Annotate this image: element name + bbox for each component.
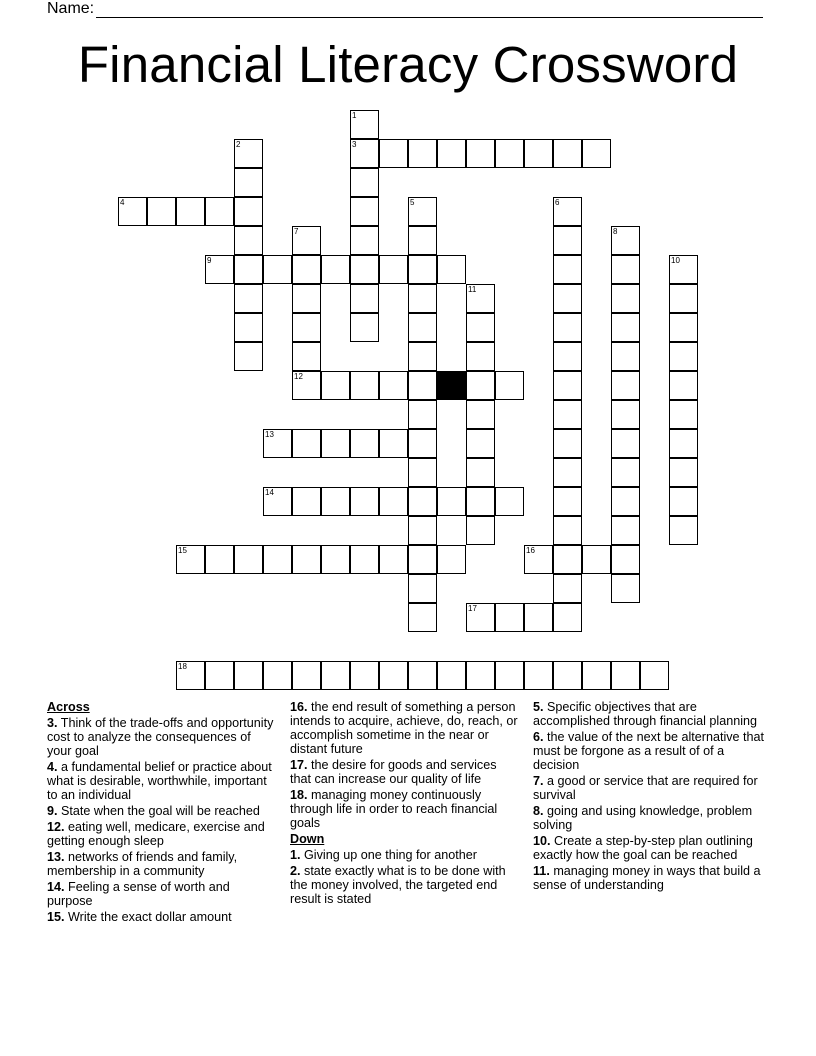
- crossword-cell[interactable]: [669, 371, 698, 400]
- clue-text: state exactly what is to be done with the money involved, the targeted end result is stated: [290, 864, 506, 906]
- crossword-cell[interactable]: [176, 197, 205, 226]
- clue-text: Think of the trade-offs and opportunity cost to analyze the consequences of your goal: [47, 716, 274, 758]
- clue-text: eating well, medicare, exercise and getting enough sleep: [47, 820, 265, 848]
- crossword-cell[interactable]: [350, 371, 379, 400]
- clue-across-3: [47, 716, 275, 758]
- cell-number: 18: [178, 662, 187, 671]
- clue-across-14: [47, 880, 275, 908]
- crossword-cell[interactable]: [611, 516, 640, 545]
- clue-across-17: [290, 758, 518, 786]
- cell-number: 15: [178, 546, 187, 555]
- clue-across-16: [290, 700, 518, 756]
- clue-text: managing money continuously through life in order to reach financial goals: [290, 788, 498, 830]
- cell-number: 12: [294, 372, 303, 381]
- crossword-cell[interactable]: [611, 574, 640, 603]
- clue-text: the value of the next be alternative that must be forgone as a result of of a decision: [533, 730, 765, 772]
- crossword-cell[interactable]: [321, 255, 350, 284]
- crossword-cell[interactable]: [408, 400, 437, 429]
- crossword-cell[interactable]: [466, 313, 495, 342]
- crossword-cell[interactable]: [553, 487, 582, 516]
- clue-down-11: [533, 864, 769, 892]
- crossword-cell[interactable]: [292, 284, 321, 313]
- crossword-cell[interactable]: [553, 574, 582, 603]
- crossword-cell[interactable]: [350, 168, 379, 197]
- clue-across-13: [47, 850, 275, 878]
- crossword-cell[interactable]: [408, 545, 437, 574]
- clue-down-10: [533, 834, 769, 862]
- crossword-cell[interactable]: [611, 284, 640, 313]
- crossword-cell[interactable]: [292, 342, 321, 371]
- crossword-cell[interactable]: [553, 545, 582, 574]
- crossword-cell[interactable]: [379, 371, 408, 400]
- clue-number: 17.: [290, 758, 308, 772]
- clue-text: Giving up one thing for another: [304, 848, 477, 862]
- crossword-cell[interactable]: [234, 313, 263, 342]
- crossword-cell[interactable]: [437, 139, 466, 168]
- crossword-cell[interactable]: [176, 545, 205, 574]
- cell-number: 13: [265, 430, 274, 439]
- clue-number: 10.: [533, 834, 551, 848]
- crossword-cell[interactable]: [466, 371, 495, 400]
- crossword-cell[interactable]: [234, 197, 263, 226]
- crossword-cell[interactable]: [205, 197, 234, 226]
- crossword-cell[interactable]: [350, 139, 379, 168]
- crossword-cell[interactable]: [553, 371, 582, 400]
- crossword-cell[interactable]: [437, 255, 466, 284]
- crossword-cell[interactable]: [669, 516, 698, 545]
- crossword-cell[interactable]: [553, 313, 582, 342]
- crossword-cell[interactable]: [437, 545, 466, 574]
- clue-number: 16.: [290, 700, 308, 714]
- crossword-cell[interactable]: [205, 661, 234, 690]
- clue-number: 4.: [47, 760, 58, 774]
- crossword-cell[interactable]: [234, 661, 263, 690]
- crossword-cell[interactable]: [466, 284, 495, 313]
- crossword-cell[interactable]: [669, 487, 698, 516]
- crossword-cell[interactable]: [611, 342, 640, 371]
- crossword-cell[interactable]: [350, 284, 379, 313]
- cell-number: 1: [352, 111, 357, 120]
- crossword-cell[interactable]: [234, 139, 263, 168]
- crossword-cell[interactable]: [611, 255, 640, 284]
- crossword-cell[interactable]: [495, 139, 524, 168]
- crossword-cell[interactable]: [582, 661, 611, 690]
- cell-number: 10: [671, 256, 680, 265]
- clue-number: 1.: [290, 848, 301, 862]
- crossword-cell[interactable]: [321, 487, 350, 516]
- crossword-cell[interactable]: [379, 139, 408, 168]
- crossword-cell[interactable]: [611, 313, 640, 342]
- clue-across-12: [47, 820, 275, 848]
- clue-down-8: [533, 804, 769, 832]
- clue-text: the end result of something a person intends to acquire, achieve, do, reach, or accomplish sometime in the near or distant future: [290, 700, 518, 756]
- crossword-cell[interactable]: [263, 661, 292, 690]
- crossword-cell[interactable]: [495, 487, 524, 516]
- crossword-cell[interactable]: [524, 545, 553, 574]
- cell-number: 14: [265, 488, 274, 497]
- crossword-cell[interactable]: [234, 545, 263, 574]
- clue-text: a fundamental belief or practice about what is desirable, worthwhile, important to an individual: [47, 760, 272, 802]
- crossword-cell[interactable]: [350, 545, 379, 574]
- clue-text: a good or service that are required for survival: [533, 774, 758, 802]
- crossword-cell[interactable]: [466, 487, 495, 516]
- clue-down-6: [533, 730, 769, 772]
- cell-number: 16: [526, 546, 535, 555]
- crossword-cell[interactable]: [205, 545, 234, 574]
- crossword-cell[interactable]: [553, 429, 582, 458]
- crossword-cell[interactable]: [234, 168, 263, 197]
- crossword-cell[interactable]: [611, 458, 640, 487]
- clue-number: 7.: [533, 774, 544, 788]
- crossword-cell[interactable]: [321, 371, 350, 400]
- crossword-cell[interactable]: [669, 342, 698, 371]
- crossword-cell[interactable]: [611, 545, 640, 574]
- crossword-cell[interactable]: [669, 400, 698, 429]
- crossword-cell[interactable]: [292, 545, 321, 574]
- crossword-cell[interactable]: [524, 661, 553, 690]
- crossword-cell[interactable]: [292, 255, 321, 284]
- clue-number: 11.: [533, 864, 550, 878]
- crossword-cell[interactable]: [379, 255, 408, 284]
- crossword-cell[interactable]: [553, 516, 582, 545]
- crossword-cell[interactable]: [408, 255, 437, 284]
- cell-number: 11: [468, 285, 477, 294]
- crossword-cell[interactable]: [611, 371, 640, 400]
- clue-text: Feeling a sense of worth and purpose: [47, 880, 230, 908]
- clue-number: 18.: [290, 788, 308, 802]
- cell-number: 3: [352, 140, 357, 149]
- crossword-cell[interactable]: [292, 661, 321, 690]
- crossword-cell[interactable]: [350, 487, 379, 516]
- crossword-cell[interactable]: [408, 603, 437, 632]
- clue-number: 15.: [47, 910, 65, 924]
- crossword-cell[interactable]: [466, 139, 495, 168]
- crossword-cell[interactable]: [408, 516, 437, 545]
- cell-number: 6: [555, 198, 560, 207]
- across-heading: Across: [47, 700, 90, 714]
- clue-text: Write the exact dollar amount: [68, 910, 232, 924]
- crossword-cell[interactable]: [553, 400, 582, 429]
- clue-number: 12.: [47, 820, 65, 834]
- crossword-cell[interactable]: [582, 139, 611, 168]
- clue-text: Create a step-by-step plan outlining exactly how the goal can be reached: [533, 834, 753, 862]
- crossword-cell[interactable]: [292, 487, 321, 516]
- crossword-cell[interactable]: [263, 545, 292, 574]
- crossword-cell[interactable]: [611, 400, 640, 429]
- crossword-cell[interactable]: [495, 661, 524, 690]
- clues-column-3: [533, 700, 769, 894]
- crossword-cell[interactable]: [292, 371, 321, 400]
- crossword-cell[interactable]: [669, 284, 698, 313]
- crossword-cell[interactable]: [553, 255, 582, 284]
- crossword-cell[interactable]: [234, 255, 263, 284]
- crossword-cell[interactable]: [611, 487, 640, 516]
- crossword-cell[interactable]: [292, 313, 321, 342]
- crossword-cell[interactable]: [553, 139, 582, 168]
- crossword-cell[interactable]: [524, 603, 553, 632]
- clue-down-1: [290, 848, 518, 862]
- crossword-cell[interactable]: [553, 661, 582, 690]
- crossword-cell[interactable]: [408, 284, 437, 313]
- clue-number: 2.: [290, 864, 301, 878]
- crossword-cell[interactable]: [611, 429, 640, 458]
- cell-number: 2: [236, 140, 241, 149]
- clues-column-2: [290, 700, 518, 908]
- crossword-cell[interactable]: [466, 661, 495, 690]
- crossword-cell[interactable]: [379, 661, 408, 690]
- crossword-cell[interactable]: [611, 226, 640, 255]
- crossword-cell[interactable]: [408, 342, 437, 371]
- crossword-cell[interactable]: [379, 429, 408, 458]
- crossword-cell[interactable]: [408, 661, 437, 690]
- crossword-cell[interactable]: [524, 139, 553, 168]
- crossword-cell[interactable]: [234, 226, 263, 255]
- clue-down-5: [533, 700, 769, 728]
- clue-text: the desire for goods and services that can increase our quality of life: [290, 758, 497, 786]
- clue-number: 8.: [533, 804, 544, 818]
- crossword-cell[interactable]: [437, 487, 466, 516]
- crossword-cell[interactable]: [408, 458, 437, 487]
- clue-number: 13.: [47, 850, 65, 864]
- crossword-cell[interactable]: [147, 197, 176, 226]
- crossword-cell[interactable]: [553, 284, 582, 313]
- crossword-cell[interactable]: [350, 110, 379, 139]
- cell-number: 5: [410, 198, 415, 207]
- crossword-cell[interactable]: [408, 574, 437, 603]
- name-label: Name:: [47, 0, 95, 17]
- crossword-cell[interactable]: [466, 400, 495, 429]
- clue-down-2: [290, 864, 518, 906]
- clue-across-15: [47, 910, 275, 924]
- crossword-cell[interactable]: [553, 197, 582, 226]
- cell-number: 17: [468, 604, 477, 613]
- crossword-cell[interactable]: [176, 661, 205, 690]
- crossword-cell[interactable]: [350, 429, 379, 458]
- crossword-cell[interactable]: [350, 313, 379, 342]
- clue-number: 5.: [533, 700, 544, 714]
- clue-across-9: [47, 804, 275, 818]
- clues-column-1: [47, 700, 275, 926]
- clue-down-7: [533, 774, 769, 802]
- clue-text: Specific objectives that are accomplished through financial planning: [533, 700, 758, 728]
- crossword-cell[interactable]: [611, 661, 640, 690]
- crossword-cell[interactable]: [466, 429, 495, 458]
- crossword-cell[interactable]: [379, 487, 408, 516]
- clue-number: 9.: [47, 804, 58, 818]
- crossword-cell[interactable]: [553, 458, 582, 487]
- crossword-cell[interactable]: [466, 458, 495, 487]
- crossword-cell[interactable]: [263, 429, 292, 458]
- down-heading: Down: [290, 832, 325, 846]
- crossword-cell[interactable]: [553, 226, 582, 255]
- crossword-cell[interactable]: [495, 371, 524, 400]
- crossword-cell[interactable]: [350, 255, 379, 284]
- crossword-cell[interactable]: [466, 603, 495, 632]
- crossword-cell[interactable]: [321, 545, 350, 574]
- cell-number: 8: [613, 227, 618, 236]
- crossword-cell[interactable]: [350, 661, 379, 690]
- crossword-cell[interactable]: [553, 342, 582, 371]
- crossword-cell[interactable]: [466, 516, 495, 545]
- crossword-cell[interactable]: [669, 255, 698, 284]
- crossword-cell[interactable]: [466, 342, 495, 371]
- crossword-cell[interactable]: [350, 197, 379, 226]
- crossword-cell[interactable]: [437, 661, 466, 690]
- crossword-cell[interactable]: [408, 197, 437, 226]
- clue-number: 6.: [533, 730, 544, 744]
- cell-number: 9: [207, 256, 212, 265]
- clue-across-4: [47, 760, 275, 802]
- clue-text: networks of friends and family, membership in a community: [47, 850, 238, 878]
- crossword-cell[interactable]: [640, 661, 669, 690]
- crossword-cell[interactable]: [234, 284, 263, 313]
- crossword-cell[interactable]: [669, 429, 698, 458]
- crossword-cell[interactable]: [234, 342, 263, 371]
- crossword-cell[interactable]: [408, 313, 437, 342]
- crossword-cell[interactable]: [669, 458, 698, 487]
- crossword-cell[interactable]: [669, 313, 698, 342]
- clue-text: going and using knowledge, problem solving: [533, 804, 753, 832]
- crossword-cell[interactable]: [379, 545, 408, 574]
- crossword-cell[interactable]: [118, 197, 147, 226]
- crossword-cell[interactable]: [263, 487, 292, 516]
- crossword-cell[interactable]: [292, 429, 321, 458]
- clue-text: managing money in ways that build a sense of understanding: [533, 864, 761, 892]
- crossword-cell[interactable]: [263, 255, 292, 284]
- crossword-cell[interactable]: [553, 603, 582, 632]
- cell-number: 7: [294, 227, 299, 236]
- crossword-cell[interactable]: [408, 429, 437, 458]
- crossword-cell[interactable]: [321, 661, 350, 690]
- clue-number: 14.: [47, 880, 65, 894]
- crossword-cell[interactable]: [321, 429, 350, 458]
- crossword-cell[interactable]: [292, 226, 321, 255]
- clue-across-18: [290, 788, 518, 830]
- crossword-cell[interactable]: [408, 487, 437, 516]
- clue-text: State when the goal will be reached: [61, 804, 260, 818]
- crossword-cell[interactable]: [205, 255, 234, 284]
- crossword-cell[interactable]: [408, 139, 437, 168]
- cell-number: 4: [120, 198, 125, 207]
- crossword-cell[interactable]: [408, 226, 437, 255]
- page-title: Financial Literacy Crossword: [77, 36, 739, 93]
- clue-number: 3.: [47, 716, 58, 730]
- crossword-cell[interactable]: [408, 371, 437, 400]
- crossword-cell[interactable]: [582, 545, 611, 574]
- crossword-cell[interactable]: [350, 226, 379, 255]
- black-square: [437, 371, 466, 400]
- crossword-cell[interactable]: [495, 603, 524, 632]
